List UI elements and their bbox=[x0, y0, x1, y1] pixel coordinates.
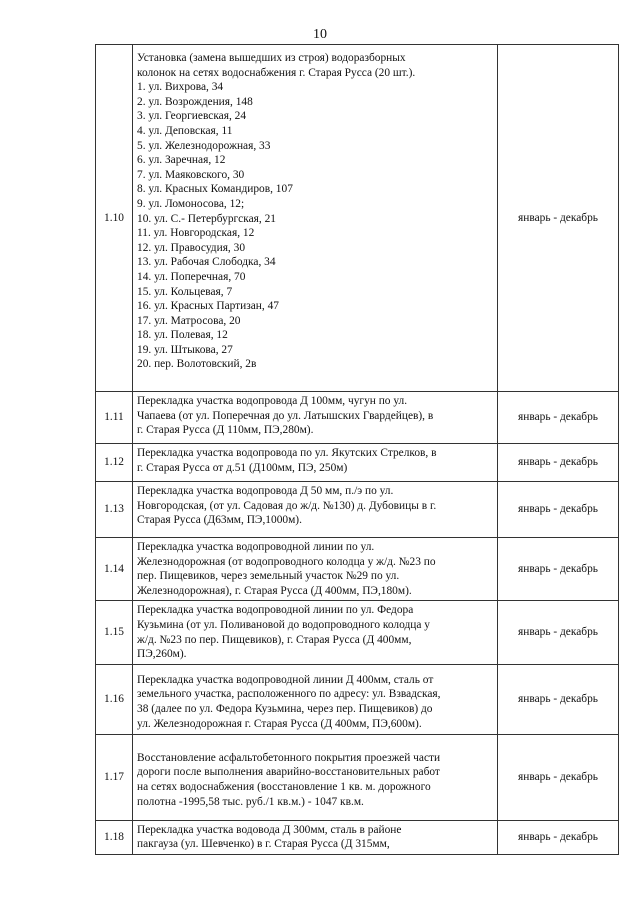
description-line: Железнодорожная (от водопроводного колодца у ж/д. №23 по bbox=[137, 555, 436, 568]
description-line: ул. Железнодорожная г. Старая Русса (Д 400мм, ПЭ,600м). bbox=[137, 717, 422, 730]
list-item: 11. ул. Новгородская, 12 bbox=[137, 227, 255, 240]
description-line: Кузьмина (от ул. Поливановой до водопроводного колодца у bbox=[137, 618, 430, 631]
row-number: 1.17 bbox=[96, 734, 133, 820]
table-row bbox=[96, 664, 619, 734]
table-row bbox=[96, 820, 619, 854]
description-line: ПЭ,260м). bbox=[137, 648, 187, 661]
description-line: Старая Русса (Д63мм, ПЭ,1000м). bbox=[137, 514, 302, 527]
description-line: Перекладка участка водовода Д 300мм, сталь в районе bbox=[137, 823, 402, 836]
list-item: 5. ул. Железнодорожная, 33 bbox=[137, 139, 271, 152]
list-item: 8. ул. Красных Командиров, 107 bbox=[137, 183, 293, 196]
description-line: г. Старая Русса от д.51 (Д100мм, ПЭ, 250м) bbox=[137, 461, 348, 474]
description-line: Перекладка участка водопровода по ул. Якутских Стрелков, в bbox=[137, 447, 437, 459]
list-item: 4. ул. Деповская, 11 bbox=[137, 124, 233, 137]
list-item: 20. пер. Волотовский, 2в bbox=[137, 358, 257, 371]
row-number: 1.13 bbox=[96, 482, 133, 538]
row-term: январь - декабрь bbox=[498, 392, 619, 444]
description-line: земельного участка, расположенного по адресу: ул. Взвадская, bbox=[137, 688, 441, 701]
list-item: 15. ул. Кольцевая, 7 bbox=[137, 285, 233, 298]
description-line: 38 (далее по ул. Федора Кузьмина, через пер. Пищевиков) до bbox=[137, 702, 433, 715]
page-number: 10 bbox=[313, 27, 327, 42]
description-line: полотна -1995,58 тыс. руб./1 кв.м.) - 1047 кв.м. bbox=[137, 795, 364, 808]
list-item: 12. ул. Правосудия, 30 bbox=[137, 241, 246, 254]
list-item: 16. ул. Красных Партизан, 47 bbox=[137, 300, 279, 313]
list-item: 17. ул. Матросова, 20 bbox=[137, 314, 241, 327]
row-term: январь - декабрь bbox=[498, 444, 619, 482]
work-plan-table bbox=[95, 44, 619, 855]
description-line: пакгауза (ул. Шевченко) в г. Старая Русса (Д 315мм, bbox=[137, 838, 390, 851]
row-description bbox=[133, 664, 498, 734]
row-number: 1.14 bbox=[96, 538, 133, 601]
address-list bbox=[137, 80, 493, 372]
table-row bbox=[96, 734, 619, 820]
description-line: Железнодорожная), г. Старая Русса (Д 400мм, ПЭ,180м). bbox=[137, 584, 412, 597]
description-line: Новгородская, (от ул. Садовая до ж/д. №130) д. Дубовицы в г. bbox=[137, 499, 437, 512]
row-description bbox=[133, 444, 498, 482]
row-term: январь - декабрь bbox=[498, 664, 619, 734]
row-description bbox=[133, 734, 498, 820]
description-line: Перекладка участка водопровода Д 100мм, чугун по ул. bbox=[137, 395, 408, 407]
row-description bbox=[133, 601, 498, 664]
list-item: 9. ул. Ломоносова, 12; bbox=[137, 197, 245, 210]
list-item: 7. ул. Маяковского, 30 bbox=[137, 168, 245, 181]
row-term: январь - декабрь bbox=[498, 45, 619, 392]
row-term: январь - декабрь bbox=[498, 734, 619, 820]
description-line: Перекладка участка водопроводной линии Д 400мм, сталь от bbox=[137, 673, 434, 686]
list-item: 14. ул. Поперечная, 70 bbox=[137, 270, 246, 283]
row-description bbox=[133, 482, 498, 538]
list-item: 6. ул. Заречная, 12 bbox=[137, 154, 226, 167]
description-line: Восстановление асфальтобетонного покрытия проезжей части bbox=[137, 751, 441, 764]
list-item: 3. ул. Георгиевская, 24 bbox=[137, 110, 247, 123]
description-line: Установка (замена вышедших из строя) водоразборных bbox=[137, 52, 406, 64]
description-line: пер. Пищевиков, через земельный участок №29 по ул. bbox=[137, 570, 400, 583]
description-line: Перекладка участка водопроводной линии по ул. bbox=[137, 541, 375, 553]
row-number: 1.12 bbox=[96, 444, 133, 482]
row-term: январь - декабрь bbox=[498, 820, 619, 854]
list-item: 1. ул. Вихрова, 34 bbox=[137, 81, 224, 94]
description-line: колонок на сетях водоснабжения г. Старая Русса (20 шт.). bbox=[137, 66, 416, 79]
table-row bbox=[96, 392, 619, 444]
row-number: 1.18 bbox=[96, 820, 133, 854]
list-item: 13. ул. Рабочая Слободка, 34 bbox=[137, 256, 276, 269]
list-item: 18. ул. Полевая, 12 bbox=[137, 329, 228, 342]
description-line: ж/д. №23 по пер. Пищевиков), г. Старая Русса (Д 400мм, bbox=[137, 633, 412, 646]
row-number: 1.16 bbox=[96, 664, 133, 734]
row-term: январь - декабрь bbox=[498, 601, 619, 664]
row-description bbox=[133, 820, 498, 854]
list-item: 10. ул. С.- Петербургская, 21 bbox=[137, 212, 276, 225]
description-line: Перекладка участка водопроводной линии по ул. Федора bbox=[137, 604, 414, 617]
list-item: 19. ул. Штыкова, 27 bbox=[137, 343, 233, 356]
row-number: 1.15 bbox=[96, 601, 133, 664]
table-row bbox=[96, 482, 619, 538]
description-line: Чапаева (от ул. Поперечная до ул. Латышских Гвардейцев), в bbox=[137, 409, 434, 422]
row-term: январь - декабрь bbox=[498, 538, 619, 601]
table-row bbox=[96, 538, 619, 601]
description-line: дороги после выполнения аварийно-восстановительных работ bbox=[137, 766, 440, 779]
description-line: Перекладка участка водопровода Д 50 мм, п./э по ул. bbox=[137, 485, 394, 497]
description-line: на сетях водоснабжения (восстановление 1 кв. м. дорожного bbox=[137, 780, 431, 793]
row-number: 1.11 bbox=[96, 392, 133, 444]
table-row bbox=[96, 45, 619, 392]
description-line: г. Старая Русса (Д 110мм, ПЭ,280м). bbox=[137, 424, 314, 437]
row-term: январь - декабрь bbox=[498, 482, 619, 538]
list-item: 2. ул. Возрождения, 148 bbox=[137, 95, 253, 108]
table-row bbox=[96, 444, 619, 482]
row-description bbox=[133, 392, 498, 444]
row-description bbox=[133, 45, 498, 392]
row-description bbox=[133, 538, 498, 601]
table-row bbox=[96, 601, 619, 664]
row-number: 1.10 bbox=[96, 45, 133, 392]
